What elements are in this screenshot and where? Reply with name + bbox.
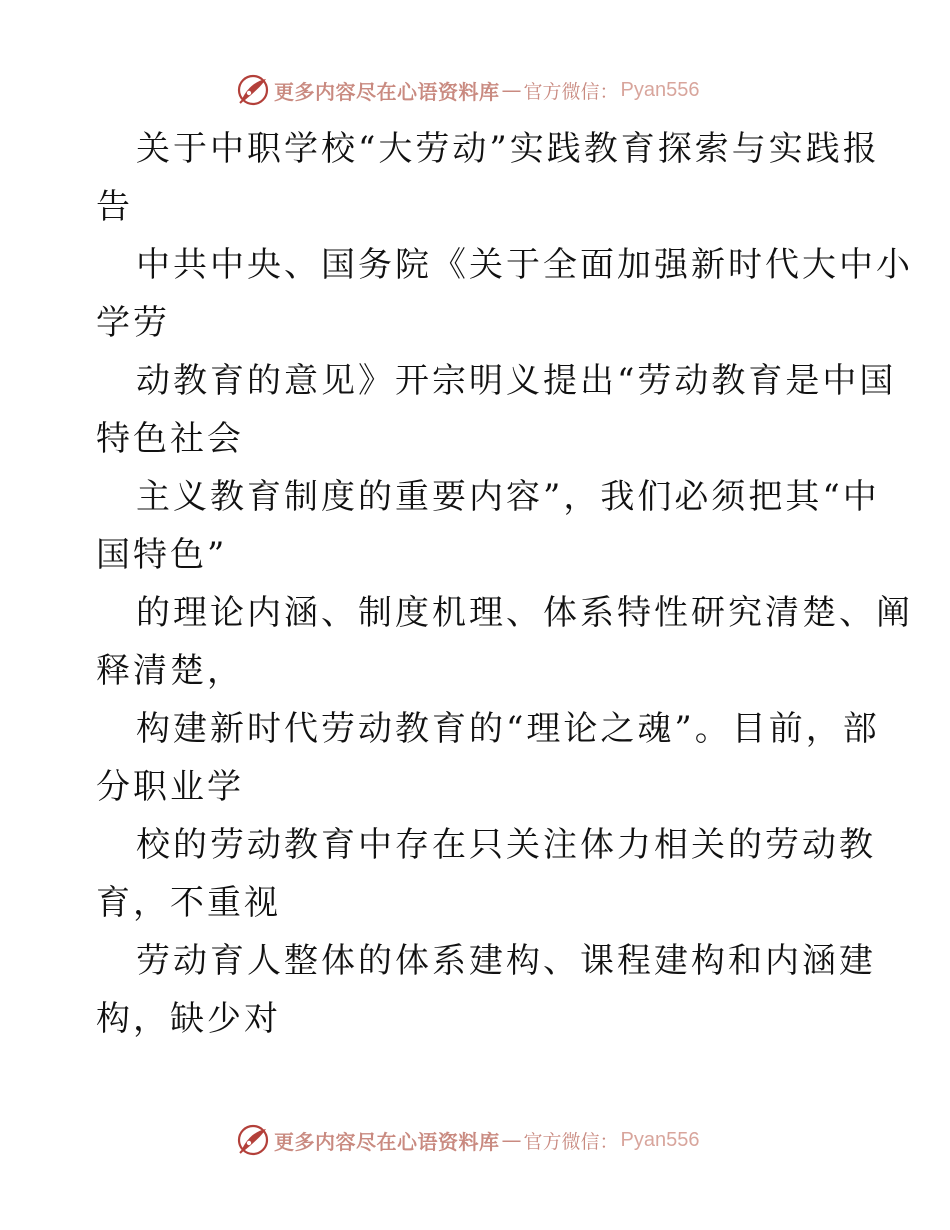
text-line: 构，缺少对 <box>96 999 281 1039</box>
text-line: 关于中职学校“大劳动”实践教育探索与实践报 <box>136 129 880 169</box>
text-line: 育，不重视 <box>96 883 281 923</box>
banner-wechat-label: 官方微信： <box>523 1130 619 1153</box>
text-line: 分职业学 <box>96 767 244 807</box>
banner-wechat-id: Pyan556 <box>620 78 700 101</box>
banner-title: 更多内容尽在心语资料库 <box>274 1129 500 1154</box>
text-line: 构建新时代劳动教育的“理论之魂”。目前，部 <box>136 709 880 749</box>
banner-wechat-label: 官方微信： <box>523 80 619 103</box>
text-line: 告 <box>96 187 133 227</box>
banner-title: 更多内容尽在心语资料库 <box>274 79 500 104</box>
text-line: 动教育的意见》开宗明义提出“劳动教育是中国 <box>136 361 897 401</box>
text-line: 的理论内涵、制度机理、体系特性研究清楚、阐 <box>136 593 913 633</box>
header-banner <box>236 72 699 108</box>
pen-nib-logo-icon <box>236 1123 270 1157</box>
text-line: 学劳 <box>96 303 170 343</box>
banner-dash: — <box>501 1128 522 1152</box>
text-line: 释清楚， <box>96 651 244 691</box>
text-line: 特色社会 <box>96 419 244 459</box>
footer-banner <box>236 1122 699 1158</box>
banner-dash: — <box>501 78 522 102</box>
text-line: 主义教育制度的重要内容”，我们必须把其“中 <box>136 477 880 517</box>
text-line: 劳动育人整体的体系建构、课程建构和内涵建 <box>136 941 876 981</box>
text-line: 校的劳动教育中存在只关注体力相关的劳动教 <box>136 825 876 865</box>
text-line: 中共中央、国务院《关于全面加强新时代大中小 <box>136 245 913 285</box>
banner-wechat-id: Pyan556 <box>620 1128 700 1151</box>
text-line: 国特色” <box>96 535 228 575</box>
pen-nib-logo-icon <box>236 73 270 107</box>
document-body <box>96 120 913 1048</box>
